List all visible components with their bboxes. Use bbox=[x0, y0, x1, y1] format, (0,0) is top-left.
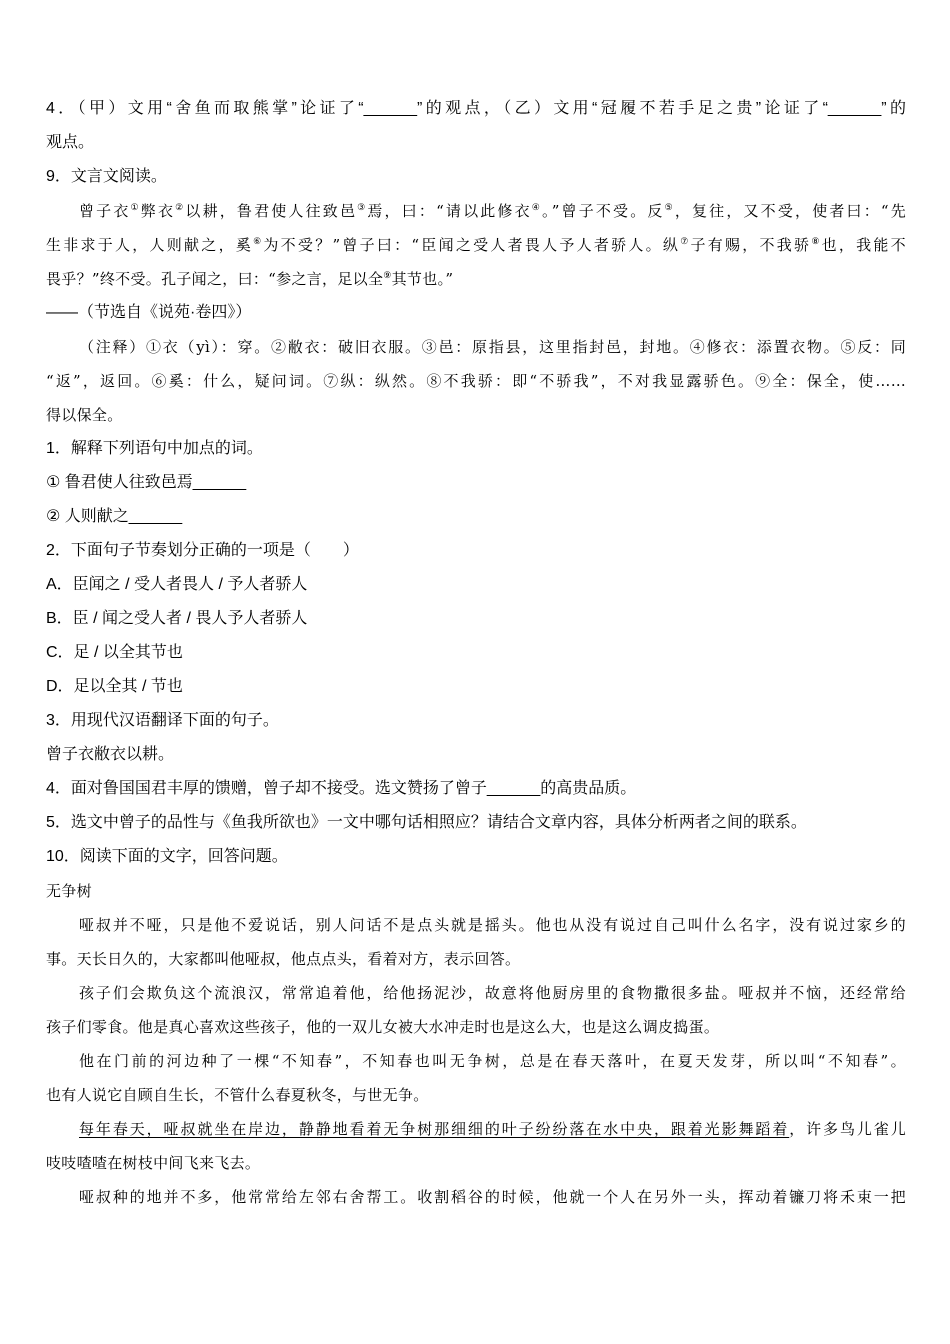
footnote-ref: ③ bbox=[357, 203, 368, 213]
q9-notes-line2: “返”，返回。⑥奚：什么，疑问词。⑦纵：纵然。⑧不我骄：即“不骄我”，不对我显露骄色。⑨全：保全，使…… bbox=[46, 372, 906, 390]
q9-passage-line1 bbox=[46, 194, 906, 228]
q9-notes-line1: （注释）①衣（yì）：穿。②敝衣：破旧衣服。③邑：原指县，这里指封邑，封地。④修衣：添置衣物。⑤反：同 bbox=[79, 338, 906, 356]
q10-p1-line2: 事。天长日久的，大家都叫他哑叔，他点点头，看着对方，表示回答。 bbox=[46, 950, 521, 968]
q8-item4-line1: 4．（甲）文用“舍鱼而取熊掌”论证了“______”的观点，（乙）文用“冠履不若手足之贵”论证了“______”的 bbox=[46, 100, 906, 117]
q10-heading: 10．阅读下面的文字，回答问题。 bbox=[46, 848, 288, 865]
footnote-ref: ⑤ bbox=[664, 203, 675, 213]
q9-option-a: A．臣闻之 / 受人者畏人 / 予人者骄人 bbox=[46, 576, 308, 593]
q9-option-c: C．足 / 以全其节也 bbox=[46, 644, 183, 661]
q10-p4-line1 bbox=[46, 1112, 906, 1146]
footnote-ref: ⑦ bbox=[680, 237, 691, 247]
passage-text: 曾子衣 bbox=[79, 202, 131, 220]
q9-question-3: 3．用现代汉语翻译下面的句子。 bbox=[46, 712, 279, 729]
passage-text: 也，我能不 bbox=[821, 236, 906, 254]
q10-p2-line2: 孩子们零食。他是真心喜欢这些孩子，他的一双儿女被大水冲走时也是这么大，也是这么调皮捣蛋。 bbox=[46, 1018, 720, 1036]
passage-text: ，复往，又不受，使者曰：“先 bbox=[674, 202, 906, 220]
passage-text: 焉，曰：“请以此修衣 bbox=[367, 202, 532, 220]
q9-option-b: B．臣 / 闻之受人者 / 畏人予人者骄人 bbox=[46, 610, 308, 627]
q9-question-5: 5．选文中曾子的品性与《鱼我所欲也》一文中哪句话相照应？请结合文章内容，具体分析两者之间的联系。 bbox=[46, 814, 807, 831]
q10-p4-line2: 吱吱喳喳在树枝中间飞来飞去。 bbox=[46, 1154, 261, 1172]
q10-p5-line1: 哑叔种的地并不多，他常常给左邻右舍帮工。收割稻谷的时候，他就一个人在另外一头，挥动着镰刀将禾束一把 bbox=[79, 1188, 906, 1206]
footnote-ref: ⑥ bbox=[253, 237, 264, 247]
footnote-ref: ① bbox=[130, 203, 141, 213]
passage-text: 生非求于人，人则献之，奚 bbox=[46, 236, 254, 254]
document-page bbox=[46, 92, 906, 1214]
q9-passage-line2 bbox=[46, 228, 906, 262]
passage-text: 畏乎？”终不受。孔子闻之，曰：“参之言，足以全 bbox=[46, 270, 384, 288]
q10-p3-line2: 也有人说它自顾自生长，不管什么春夏秋冬，与世无争。 bbox=[46, 1086, 429, 1104]
q10-p1-line1: 哑叔并不哑，只是他不爱说话，别人问话不是点头就是摇头。他也从没有说过自己叫什么名字，没有说过家乡的 bbox=[79, 916, 906, 934]
q9-question-3-sentence: 曾子衣敝衣以耕。 bbox=[46, 746, 175, 763]
q9-option-d: D．足以全其 / 节也 bbox=[46, 678, 183, 695]
q9-passage-line3 bbox=[46, 262, 906, 296]
passage-text: ，许多鸟儿雀儿 bbox=[789, 1120, 906, 1138]
footnote-ref: ② bbox=[175, 203, 186, 213]
q9-question-4: 4．面对鲁国国君丰厚的馈赠，曾子却不接受。选文赞扬了曾子______的高贵品质。 bbox=[46, 780, 637, 797]
passage-text: 为不受？”曾子曰：“臣闻之受人者畏人予人者骄人。纵 bbox=[263, 236, 681, 254]
q9-question-1: 1．解释下列语句中加点的词。 bbox=[46, 440, 263, 457]
q9-question-1a: ① 鲁君使人往致邑焉______ bbox=[46, 474, 247, 491]
q9-passage-source: ——（节选自《说苑·卷四》） bbox=[46, 304, 252, 321]
q9-question-2: 2．下面句子节奏划分正确的一项是（ ） bbox=[46, 542, 359, 559]
q9-heading: 9．文言文阅读。 bbox=[46, 168, 167, 185]
footnote-ref: ④ bbox=[531, 203, 543, 213]
q9-question-1b: ② 人则献之______ bbox=[46, 508, 183, 525]
footnote-ref: ⑧ bbox=[811, 237, 822, 247]
passage-text: 其节也。” bbox=[391, 270, 454, 288]
underlined-sentence: 每年春天，哑叔就坐在岸边，静静地看着无争树那细细的叶子纷纷落在水中央，跟着光影舞蹈着 bbox=[79, 1120, 790, 1138]
passage-text: 子有赐，不我骄 bbox=[690, 236, 812, 254]
passage-text: 以耕，鲁君使人往致邑 bbox=[185, 202, 358, 220]
q8-item4-line2: 观点。 bbox=[46, 134, 95, 151]
q9-notes-line3: 得以保全。 bbox=[46, 406, 123, 424]
q10-p3-line1: 他在门前的河边种了一棵“不知春”，不知春也叫无争树，总是在春天落叶，在夏天发芽，所以叫“不知春”。 bbox=[79, 1052, 906, 1070]
q10-article-title: 无争树 bbox=[46, 882, 92, 900]
footnote-ref: ⑨ bbox=[383, 271, 392, 281]
q10-p2-line1: 孩子们会欺负这个流浪汉，常常追着他，给他扬泥沙，故意将他厨房里的食物撒很多盐。哑叔并不恼，还经常给 bbox=[79, 984, 906, 1002]
passage-text: 。”曾子不受。反 bbox=[542, 202, 665, 220]
passage-text: 弊衣 bbox=[140, 202, 176, 220]
